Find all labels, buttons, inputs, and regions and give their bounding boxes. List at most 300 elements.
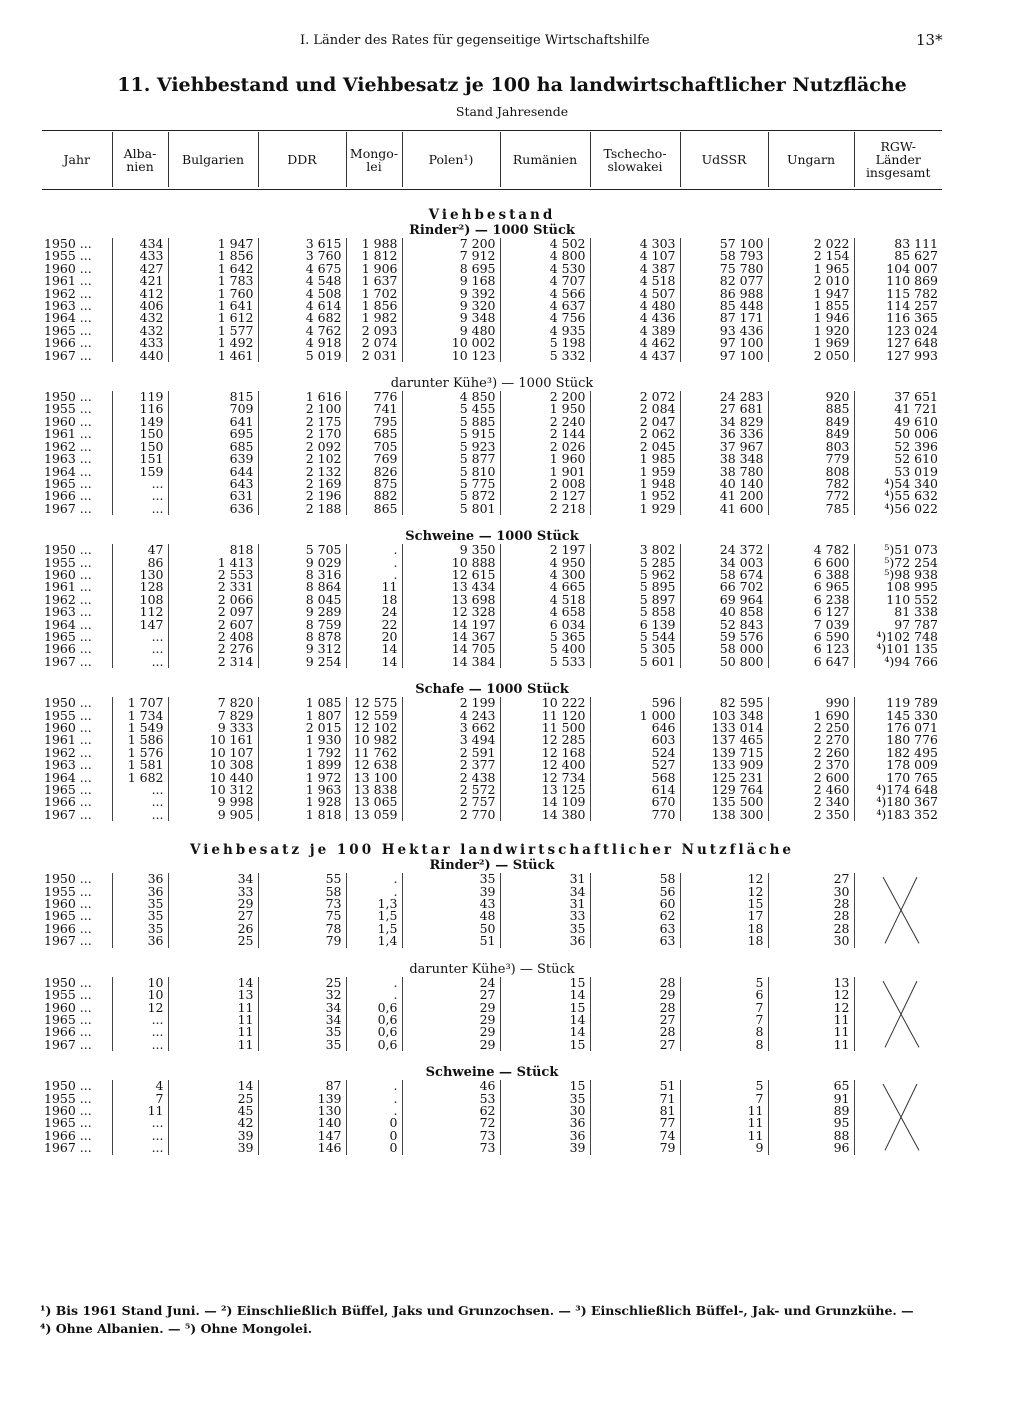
value-cell: 28 <box>590 977 680 989</box>
value-cell: 5 872 <box>402 490 500 502</box>
value-cell: 3 494 <box>402 734 500 746</box>
value-cell: 815 <box>168 391 258 403</box>
value-cell: 22 <box>346 619 402 631</box>
value-cell: 865 <box>346 503 402 515</box>
value-cell: 9 289 <box>258 606 346 618</box>
value-cell: 36 <box>112 873 168 885</box>
value-cell: ... <box>112 503 168 515</box>
value-cell: 26 <box>168 923 258 935</box>
value-cell: 125 231 <box>680 772 768 784</box>
value-cell: 97 100 <box>680 337 768 349</box>
value-cell: 87 <box>258 1080 346 1092</box>
section-heading: Viehbestand <box>428 207 556 223</box>
value-cell: 30 <box>768 886 854 898</box>
value-cell: 6 388 <box>768 569 854 581</box>
value-cell: 1 641 <box>168 300 258 312</box>
value-cell: 5 895 <box>590 581 680 593</box>
column-header <box>42 132 942 187</box>
value-cell: 5 305 <box>590 643 680 655</box>
value-cell: 14 367 <box>402 631 500 643</box>
value-cell: . <box>346 1080 402 1092</box>
value-cell: 29 <box>402 1026 500 1038</box>
value-cell: 2 197 <box>500 544 590 556</box>
value-cell: 34 <box>258 1002 346 1014</box>
value-cell: 4 935 <box>500 325 590 337</box>
value-cell: 83 111 <box>854 238 942 250</box>
value-cell: 1 963 <box>258 784 346 796</box>
value-cell: 2 314 <box>168 656 258 668</box>
value-cell: 39 <box>500 1142 590 1154</box>
value-cell: ... <box>112 1142 168 1154</box>
value-cell: 15 <box>500 977 590 989</box>
value-cell: 12 328 <box>402 606 500 618</box>
year-cell: 1960 ... <box>44 566 92 582</box>
value-cell: 0 <box>346 1130 402 1142</box>
value-cell: 180 776 <box>854 734 942 746</box>
value-cell: 55 <box>258 873 346 885</box>
value-cell: 2 062 <box>590 428 680 440</box>
value-cell: 990 <box>768 697 854 709</box>
header-cell: Alba- nien <box>112 132 168 187</box>
value-cell: 30 <box>768 935 854 947</box>
value-cell: 33 <box>500 910 590 922</box>
year-cell: 1966 ... <box>44 920 92 936</box>
value-cell: 769 <box>346 453 402 465</box>
value-cell: 88 <box>768 1130 854 1142</box>
subsection-heading: Rinder²) — 1000 Stück <box>409 223 575 238</box>
value-cell: 4 950 <box>500 557 590 569</box>
value-cell: 2 102 <box>258 453 346 465</box>
value-cell: 51 <box>402 935 500 947</box>
value-cell: 12 285 <box>500 734 590 746</box>
value-cell: 10 308 <box>168 759 258 771</box>
value-cell: ... <box>112 796 168 808</box>
value-cell: 13 <box>168 989 258 1001</box>
value-cell: 9 998 <box>168 796 258 808</box>
value-cell: 59 576 <box>680 631 768 643</box>
value-cell: 12 615 <box>402 569 500 581</box>
value-cell: 782 <box>768 478 854 490</box>
value-cell: 40 140 <box>680 478 768 490</box>
value-cell: 48 <box>402 910 500 922</box>
value-cell: 13 059 <box>346 809 402 821</box>
value-cell: 9 312 <box>258 643 346 655</box>
value-cell: 1 642 <box>168 263 258 275</box>
header-cell: Mongo- lei <box>346 132 402 187</box>
value-cell: 4 462 <box>590 337 680 349</box>
value-cell: 1 702 <box>346 288 402 300</box>
value-cell: 14 <box>500 989 590 1001</box>
table-subtitle: Stand Jahresende <box>455 104 569 119</box>
data-table <box>42 238 942 362</box>
value-cell: 13 838 <box>346 784 402 796</box>
value-cell: 2 154 <box>768 250 854 262</box>
year-cell: 1955 ... <box>44 707 92 723</box>
value-cell: 2 240 <box>500 416 590 428</box>
value-cell: 34 <box>500 886 590 898</box>
spacer <box>42 948 942 962</box>
value-cell: 9 905 <box>168 809 258 821</box>
value-cell: 818 <box>168 544 258 556</box>
value-cell: 97 100 <box>680 350 768 362</box>
value-cell: . <box>346 544 402 556</box>
value-cell: 14 109 <box>500 796 590 808</box>
year-cell: 1950 ... <box>44 542 92 558</box>
value-cell: 145 330 <box>854 710 942 722</box>
value-cell: 5 915 <box>402 428 500 440</box>
value-cell: 12 575 <box>346 697 402 709</box>
value-cell: 8 878 <box>258 631 346 643</box>
table-row <box>42 935 942 947</box>
value-cell: 568 <box>590 772 680 784</box>
value-cell: 50 006 <box>854 428 942 440</box>
subsection-heading: Schafe — 1000 Stück <box>415 682 569 698</box>
data-table <box>42 974 942 1052</box>
value-cell: 39 <box>168 1130 258 1142</box>
value-cell: 1 577 <box>168 325 258 337</box>
value-cell: 1,3 <box>346 898 402 910</box>
year-cell: 1950 ... <box>44 974 92 990</box>
value-cell: 636 <box>168 503 258 515</box>
year-cell: 1964 ... <box>44 769 92 785</box>
value-cell: 9 348 <box>402 312 500 324</box>
value-cell: 1 901 <box>500 466 590 478</box>
value-cell: 1 612 <box>168 312 258 324</box>
value-cell: 2 047 <box>590 416 680 428</box>
value-cell: 178 009 <box>854 759 942 771</box>
value-cell: 82 595 <box>680 697 768 709</box>
value-cell: 2 553 <box>168 569 258 581</box>
value-cell: 39 <box>402 886 500 898</box>
value-cell: 8 759 <box>258 619 346 631</box>
value-cell: 63 <box>590 935 680 947</box>
value-cell: 2 045 <box>590 441 680 453</box>
value-cell: 91 <box>768 1093 854 1105</box>
value-cell: ⁴)174 648 <box>854 784 942 796</box>
value-cell: 885 <box>768 403 854 415</box>
value-cell: 5 801 <box>402 503 500 515</box>
value-cell: 2 199 <box>402 697 500 709</box>
value-cell: 34 <box>168 873 258 885</box>
value-cell: 110 552 <box>854 594 942 606</box>
value-cell: 81 <box>590 1105 680 1117</box>
value-cell: 74 <box>590 1130 680 1142</box>
subsection-heading: darunter Kühe³) — 1000 Stück <box>390 376 594 392</box>
value-cell: 5 198 <box>500 337 590 349</box>
value-cell: 1 952 <box>590 490 680 502</box>
value-cell: 10 888 <box>402 557 500 569</box>
value-cell: 3 802 <box>590 544 680 556</box>
value-cell: 9 254 <box>258 656 346 668</box>
value-cell: 0,6 <box>346 1039 402 1051</box>
footnote-line-2: ⁴) Ohne Albanien. — ⁵) Ohne Mongolei. <box>40 1321 313 1336</box>
table-row <box>42 1142 942 1154</box>
value-cell: 60 <box>590 898 680 910</box>
value-cell: 5 885 <box>402 416 500 428</box>
value-cell: 1 972 <box>258 772 346 784</box>
year-cell: 1955 ... <box>44 987 92 1003</box>
value-cell: 14 380 <box>500 809 590 821</box>
value-cell: 58 793 <box>680 250 768 262</box>
table-row <box>42 809 942 821</box>
value-cell: 25 <box>168 1093 258 1105</box>
value-cell: 1 948 <box>590 478 680 490</box>
value-cell: 695 <box>168 428 258 440</box>
value-cell: 2 607 <box>168 619 258 631</box>
value-cell: 15 <box>500 1002 590 1014</box>
value-cell: 2 084 <box>590 403 680 415</box>
value-cell: 85 627 <box>854 250 942 262</box>
value-cell: 13 434 <box>402 581 500 593</box>
value-cell: 127 993 <box>854 350 942 362</box>
value-cell: 15 <box>680 898 768 910</box>
value-cell: 27 681 <box>680 403 768 415</box>
value-cell: 1 946 <box>768 312 854 324</box>
value-cell: 1 960 <box>500 453 590 465</box>
value-cell: 58 000 <box>680 643 768 655</box>
spacer <box>42 668 942 682</box>
value-cell: . <box>346 1093 402 1105</box>
value-cell: 36 <box>500 1130 590 1142</box>
value-cell: 1 576 <box>112 747 168 759</box>
value-cell: 63 <box>590 923 680 935</box>
year-cell: 1967 ... <box>44 1140 92 1156</box>
data-table <box>42 697 942 821</box>
value-cell: 50 800 <box>680 656 768 668</box>
value-cell: 7 912 <box>402 250 500 262</box>
value-cell: ⁵)98 938 <box>854 569 942 581</box>
value-cell: 4 436 <box>590 312 680 324</box>
footnote-line-1: ¹) Bis 1961 Stand Juni. — ²) Einschließlich Büffel, Jaks und Grunzochsen. — ³) Einschließlich Büffel-, Jak- und Grunzkühe. — <box>40 1303 914 1318</box>
value-cell: 11 <box>680 1105 768 1117</box>
value-cell: 38 348 <box>680 453 768 465</box>
value-cell: 71 <box>590 1093 680 1105</box>
value-cell: 11 762 <box>346 747 402 759</box>
value-cell: 36 <box>112 935 168 947</box>
value-cell: 4 637 <box>500 300 590 312</box>
year-cell: 1961 ... <box>44 426 92 442</box>
value-cell: 1 930 <box>258 734 346 746</box>
value-cell: 7 200 <box>402 238 500 250</box>
value-cell: 670 <box>590 796 680 808</box>
year-cell: 1955 ... <box>44 1090 92 1106</box>
value-cell: 12 559 <box>346 710 402 722</box>
value-cell: 49 610 <box>854 416 942 428</box>
value-cell: 6 127 <box>768 606 854 618</box>
value-cell: 2 350 <box>768 809 854 821</box>
value-cell: 0,6 <box>346 1002 402 1014</box>
value-cell: 685 <box>168 441 258 453</box>
value-cell: 433 <box>112 337 168 349</box>
year-cell: 1967 ... <box>44 806 92 822</box>
value-cell: 2 175 <box>258 416 346 428</box>
value-cell: 35 <box>500 1093 590 1105</box>
table-row <box>42 503 942 515</box>
footnotes <box>40 1302 960 1338</box>
value-cell: 2 200 <box>500 391 590 403</box>
value-cell: 34 <box>258 1014 346 1026</box>
value-cell: 14 <box>346 643 402 655</box>
value-cell: 130 <box>112 569 168 581</box>
year-cell: 1965 ... <box>44 322 92 338</box>
value-cell: 32 <box>258 989 346 1001</box>
value-cell: 28 <box>768 898 854 910</box>
value-cell: 75 <box>258 910 346 922</box>
header-cell: UdSSR <box>680 132 768 187</box>
year-cell: 1966 ... <box>44 641 92 657</box>
value-cell: 41 600 <box>680 503 768 515</box>
value-cell: 14 705 <box>402 643 500 655</box>
value-cell: 4 518 <box>590 275 680 287</box>
value-cell: 150 <box>112 441 168 453</box>
value-cell: 920 <box>768 391 854 403</box>
running-head: I. Länder des Rates für gegenseitige Wirtschaftshilfe <box>300 33 650 48</box>
year-cell: 1950 ... <box>44 389 92 405</box>
value-cell: 1 928 <box>258 796 346 808</box>
value-cell: 1 461 <box>168 350 258 362</box>
value-cell: 138 300 <box>680 809 768 821</box>
subsection-heading: Rinder²) — Stück <box>429 858 555 874</box>
value-cell: 808 <box>768 466 854 478</box>
value-cell: 427 <box>112 263 168 275</box>
year-cell: 1965 ... <box>44 475 92 491</box>
value-cell: ⁴)180 367 <box>854 796 942 808</box>
value-cell: 3 662 <box>402 722 500 734</box>
value-cell: 28 <box>768 923 854 935</box>
value-cell: 4 782 <box>768 544 854 556</box>
value-cell: 4 682 <box>258 312 346 324</box>
value-cell: 4 300 <box>500 569 590 581</box>
value-cell: 709 <box>168 403 258 415</box>
value-cell: 11 <box>168 1002 258 1014</box>
value-cell: 2 270 <box>768 734 854 746</box>
value-cell: 14 384 <box>402 656 500 668</box>
value-cell: . <box>346 569 402 581</box>
value-cell: 116 365 <box>854 312 942 324</box>
year-cell: 1960 ... <box>44 413 92 429</box>
value-cell: 6 965 <box>768 581 854 593</box>
value-cell: 73 <box>258 898 346 910</box>
value-cell: 13 125 <box>500 784 590 796</box>
value-cell: 2 093 <box>346 325 402 337</box>
spacer <box>42 821 942 843</box>
value-cell: 4 707 <box>500 275 590 287</box>
value-cell: 2 170 <box>258 428 346 440</box>
value-cell: 30 <box>500 1105 590 1117</box>
value-cell: 116 <box>112 403 168 415</box>
year-cell: 1960 ... <box>44 720 92 735</box>
value-cell: 1,4 <box>346 935 402 947</box>
value-cell: 62 <box>590 910 680 922</box>
value-cell: 11 120 <box>500 710 590 722</box>
value-cell: 8 695 <box>402 263 500 275</box>
value-cell: 6 034 <box>500 619 590 631</box>
value-cell: 35 <box>112 910 168 922</box>
value-cell: 4 107 <box>590 250 680 262</box>
value-cell: 12 <box>680 886 768 898</box>
value-cell: ⁴)102 748 <box>854 631 942 643</box>
value-cell: 176 071 <box>854 722 942 734</box>
value-cell: 34 003 <box>680 557 768 569</box>
value-cell: 12 168 <box>500 747 590 759</box>
table-title: 11. Viehbestand und Viehbesatz je 100 ha landwirtschaftlicher Nutzfläche <box>117 74 907 96</box>
value-cell: 603 <box>590 734 680 746</box>
spacer <box>42 1051 942 1065</box>
value-cell: 4 566 <box>500 288 590 300</box>
value-cell: 5 877 <box>402 453 500 465</box>
value-cell: 15 <box>500 1039 590 1051</box>
value-cell: 1 965 <box>768 263 854 275</box>
value-cell: 4 918 <box>258 337 346 349</box>
value-cell: 11 <box>680 1130 768 1142</box>
value-cell: 641 <box>168 416 258 428</box>
value-cell: . <box>346 989 402 1001</box>
value-cell: 12 734 <box>500 772 590 784</box>
value-cell: 2 276 <box>168 643 258 655</box>
value-cell: 433 <box>112 250 168 262</box>
value-cell: 6 123 <box>768 643 854 655</box>
value-cell: 2 770 <box>402 809 500 821</box>
value-cell: 34 829 <box>680 416 768 428</box>
year-cell: 1965 ... <box>44 1011 92 1027</box>
value-cell: 35 <box>112 923 168 935</box>
data-table <box>42 544 942 668</box>
data-table <box>42 1080 942 1154</box>
value-cell: 4 389 <box>590 325 680 337</box>
value-cell: 35 <box>258 1026 346 1038</box>
header-cell: RGW- Länder insgesamt <box>854 132 942 187</box>
value-cell: 5 962 <box>590 569 680 581</box>
value-cell: 2 031 <box>346 350 402 362</box>
value-cell: 4 665 <box>500 581 590 593</box>
subsection-heading: Schweine — 1000 Stück <box>405 529 579 545</box>
value-cell: 596 <box>590 697 680 709</box>
value-cell: 2 600 <box>768 772 854 784</box>
value-cell: ... <box>112 1130 168 1142</box>
value-cell: 5 775 <box>402 478 500 490</box>
value-cell: 6 139 <box>590 619 680 631</box>
value-cell: 2 092 <box>258 441 346 453</box>
table-row <box>42 350 942 362</box>
value-cell: 2 008 <box>500 478 590 490</box>
value-cell: 14 <box>168 1080 258 1092</box>
value-cell: 12 <box>680 873 768 885</box>
value-cell: 4 303 <box>590 238 680 250</box>
value-cell: 1 969 <box>768 337 854 349</box>
value-cell: 79 <box>258 935 346 947</box>
value-cell: 803 <box>768 441 854 453</box>
value-cell: 2 218 <box>500 503 590 515</box>
value-cell: ⁴)183 352 <box>854 809 942 821</box>
value-cell: 35 <box>500 923 590 935</box>
year-cell: 1963 ... <box>44 298 92 314</box>
value-cell: 1 707 <box>112 697 168 709</box>
value-cell: 9 392 <box>402 288 500 300</box>
value-cell: 114 257 <box>854 300 942 312</box>
value-cell: 1 000 <box>590 710 680 722</box>
header-cell: Polen¹) <box>402 132 500 187</box>
value-cell: 151 <box>112 453 168 465</box>
value-cell: 139 <box>258 1093 346 1105</box>
year-cell: 1960 ... <box>44 1102 92 1118</box>
value-cell: 37 967 <box>680 441 768 453</box>
value-cell: 1 734 <box>112 710 168 722</box>
year-cell: 1961 ... <box>44 579 92 595</box>
value-cell: 2 340 <box>768 796 854 808</box>
value-cell: 18 <box>346 594 402 606</box>
value-cell: 10 123 <box>402 350 500 362</box>
year-cell: 1965 ... <box>44 628 92 644</box>
